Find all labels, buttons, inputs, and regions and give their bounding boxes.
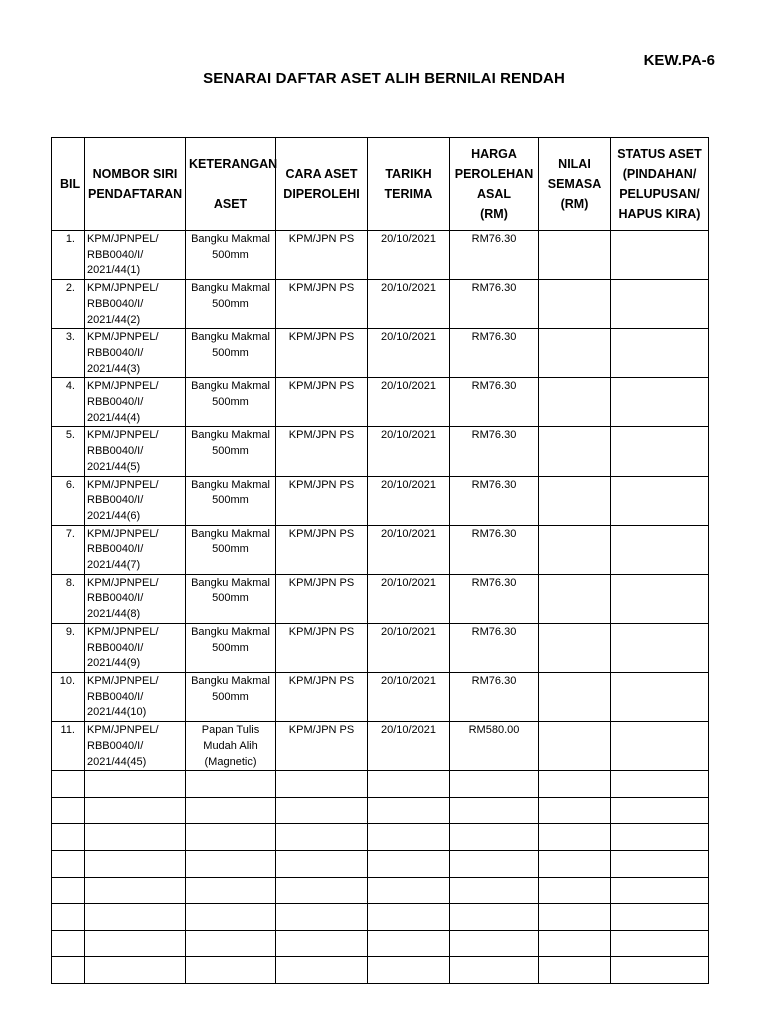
keterangan-line: (Magnetic) — [204, 755, 257, 768]
nombor-siri-line: 2021/44(5) — [87, 460, 141, 473]
empty-cell — [539, 957, 611, 984]
nombor-siri-line: 2021/44(8) — [87, 608, 141, 621]
table-row — [52, 623, 709, 672]
bil-cell: 2. — [52, 280, 85, 329]
asset-register-table — [51, 137, 709, 984]
status-cell — [611, 378, 709, 427]
nombor-siri-line: 2021/44(2) — [87, 313, 141, 326]
empty-cell — [368, 930, 450, 957]
nombor-siri-cell — [85, 525, 186, 574]
empty-cell — [611, 877, 709, 904]
status-cell — [611, 722, 709, 771]
empty-cell — [52, 930, 85, 957]
nilai-cell — [539, 378, 611, 427]
header-line: ASET — [213, 197, 248, 211]
empty-cell — [539, 824, 611, 851]
empty-cell — [450, 824, 539, 851]
tarikh-cell: 20/10/2021 — [368, 280, 450, 329]
nombor-siri-cell — [85, 280, 186, 329]
keterangan-line: Bangku Makmal — [191, 233, 270, 245]
table-row — [52, 672, 709, 721]
nombor-siri-line: 2021/44(7) — [87, 559, 141, 572]
cara-aset-cell: KPM/JPN PS — [276, 722, 368, 771]
keterangan-line: Mudah Alih — [203, 739, 258, 752]
empty-cell — [276, 957, 368, 984]
nombor-siri-line: 2021/44(9) — [87, 657, 141, 670]
status-cell — [611, 476, 709, 525]
header-line: TERIMA — [384, 187, 433, 201]
bil-cell: 6. — [52, 476, 85, 525]
nombor-siri-cell — [85, 623, 186, 672]
empty-row — [52, 957, 709, 984]
header-line: (RM) — [560, 197, 589, 211]
nombor-siri-line: KPM/JPNPEL/ — [87, 625, 159, 638]
tarikh-cell: 20/10/2021 — [368, 329, 450, 378]
nombor-siri-line: RBB0040/I/ — [87, 297, 144, 310]
header-line: HAPUS KIRA) — [618, 207, 701, 221]
table-row — [52, 525, 709, 574]
keterangan-line: 500mm — [212, 297, 249, 310]
header-line: TARIKH — [385, 167, 432, 181]
bil-cell: 7. — [52, 525, 85, 574]
empty-cell — [52, 957, 85, 984]
nombor-siri-cell — [85, 574, 186, 623]
keterangan-line: 500mm — [212, 445, 249, 458]
header-line: ASAL — [476, 187, 512, 201]
keterangan-line: 500mm — [212, 396, 249, 409]
status-cell — [611, 623, 709, 672]
tarikh-cell: 20/10/2021 — [368, 672, 450, 721]
table-row — [52, 476, 709, 525]
empty-cell — [276, 930, 368, 957]
keterangan-cell — [186, 476, 276, 525]
nilai-cell — [539, 427, 611, 476]
empty-row — [52, 824, 709, 851]
tarikh-cell: 20/10/2021 — [368, 378, 450, 427]
empty-cell — [276, 904, 368, 931]
cara-aset-cell: KPM/JPN PS — [276, 672, 368, 721]
empty-cell — [85, 850, 186, 877]
keterangan-cell — [186, 623, 276, 672]
empty-cell — [52, 904, 85, 931]
header-line: PENDAFTARAN — [88, 187, 183, 201]
empty-cell — [85, 930, 186, 957]
nombor-siri-line: RBB0040/I/ — [87, 396, 144, 409]
nombor-siri-line: RBB0040/I/ — [87, 592, 144, 605]
nombor-siri-line: KPM/JPNPEL/ — [87, 724, 159, 737]
empty-cell — [450, 957, 539, 984]
tarikh-cell: 20/10/2021 — [368, 574, 450, 623]
harga-cell: RM76.30 — [450, 574, 539, 623]
nombor-siri-line: KPM/JPNPEL/ — [87, 478, 159, 491]
cara-aset-cell: KPM/JPN PS — [276, 427, 368, 476]
nilai-cell — [539, 623, 611, 672]
col-nilai-header — [539, 138, 611, 231]
empty-cell — [186, 850, 276, 877]
harga-cell: RM76.30 — [450, 476, 539, 525]
empty-cell — [276, 797, 368, 824]
status-cell — [611, 525, 709, 574]
empty-cell — [450, 904, 539, 931]
nombor-siri-line: RBB0040/I/ — [87, 494, 144, 507]
harga-cell: RM76.30 — [450, 378, 539, 427]
empty-cell — [276, 824, 368, 851]
empty-cell — [611, 930, 709, 957]
cara-aset-cell: KPM/JPN PS — [276, 574, 368, 623]
bil-cell: 11. — [52, 722, 85, 771]
cara-aset-cell: KPM/JPN PS — [276, 476, 368, 525]
tarikh-cell: 20/10/2021 — [368, 427, 450, 476]
empty-cell — [539, 797, 611, 824]
keterangan-line: Bangku Makmal — [191, 331, 270, 344]
keterangan-line: Bangku Makmal — [191, 576, 270, 589]
keterangan-cell — [186, 280, 276, 329]
cara-aset-cell: KPM/JPN PS — [276, 280, 368, 329]
nombor-siri-line: RBB0040/I/ — [87, 690, 144, 703]
nombor-siri-cell — [85, 378, 186, 427]
table-row — [52, 378, 709, 427]
col-keterangan-header — [186, 138, 276, 231]
keterangan-line: Bangku Makmal — [191, 282, 270, 295]
bil-cell: 4. — [52, 378, 85, 427]
keterangan-cell — [186, 231, 276, 280]
empty-cell — [450, 850, 539, 877]
nombor-siri-line: 2021/44(3) — [87, 362, 141, 375]
keterangan-line: Bangku Makmal — [191, 674, 270, 687]
tarikh-cell: 20/10/2021 — [368, 623, 450, 672]
keterangan-line: 500mm — [212, 641, 249, 654]
empty-row — [52, 797, 709, 824]
nilai-cell — [539, 280, 611, 329]
empty-cell — [276, 850, 368, 877]
header-line: (RM) — [480, 207, 508, 221]
cara-aset-cell: KPM/JPN PS — [276, 231, 368, 280]
empty-cell — [450, 930, 539, 957]
status-cell — [611, 329, 709, 378]
empty-cell — [611, 824, 709, 851]
col-cara-aset-header — [276, 138, 368, 231]
empty-cell — [450, 877, 539, 904]
keterangan-line: Bangku Makmal — [191, 625, 270, 638]
empty-cell — [85, 957, 186, 984]
keterangan-cell — [186, 329, 276, 378]
col-bil-header — [52, 138, 85, 231]
keterangan-cell — [186, 722, 276, 771]
empty-cell — [52, 850, 85, 877]
header-line: KETERANGAN — [189, 157, 278, 171]
nombor-siri-line: 2021/44(45) — [87, 755, 147, 768]
empty-cell — [539, 930, 611, 957]
cara-aset-cell: KPM/JPN PS — [276, 525, 368, 574]
nombor-siri-line: RBB0040/I/ — [87, 445, 144, 458]
empty-cell — [611, 957, 709, 984]
empty-cell — [85, 797, 186, 824]
col-tarikh-header — [368, 138, 450, 231]
col-status-header — [611, 138, 709, 231]
nombor-siri-line: KPM/JPNPEL/ — [87, 282, 159, 295]
status-cell — [611, 427, 709, 476]
empty-cell — [52, 877, 85, 904]
empty-cell — [368, 797, 450, 824]
harga-cell: RM580.00 — [450, 722, 539, 771]
header-line: STATUS ASET — [617, 147, 702, 161]
harga-cell: RM76.30 — [450, 329, 539, 378]
empty-row — [52, 930, 709, 957]
nombor-siri-line: RBB0040/I/ — [87, 739, 144, 752]
empty-cell — [368, 904, 450, 931]
bil-cell: 5. — [52, 427, 85, 476]
status-cell — [611, 672, 709, 721]
empty-cell — [539, 877, 611, 904]
empty-cell — [52, 824, 85, 851]
keterangan-line: 500mm — [212, 248, 249, 261]
nombor-siri-line: 2021/44(6) — [87, 509, 141, 522]
nombor-siri-line: RBB0040/I/ — [87, 641, 144, 654]
nombor-siri-line: RBB0040/I/ — [87, 543, 144, 556]
cara-aset-cell: KPM/JPN PS — [276, 378, 368, 427]
table-row — [52, 722, 709, 771]
empty-cell — [186, 797, 276, 824]
empty-cell — [611, 850, 709, 877]
nombor-siri-cell — [85, 722, 186, 771]
nombor-siri-line: KPM/JPNPEL/ — [87, 576, 159, 589]
header-line: BIL — [60, 177, 81, 191]
nombor-siri-line: KPM/JPNPEL/ — [87, 674, 159, 687]
nilai-cell — [539, 672, 611, 721]
harga-cell: RM76.30 — [450, 623, 539, 672]
tarikh-cell: 20/10/2021 — [368, 231, 450, 280]
empty-cell — [186, 904, 276, 931]
header-line: SEMASA — [547, 177, 602, 191]
tarikh-cell: 20/10/2021 — [368, 476, 450, 525]
empty-row — [52, 771, 709, 798]
tarikh-cell: 20/10/2021 — [368, 722, 450, 771]
harga-cell: RM76.30 — [450, 427, 539, 476]
empty-cell — [368, 957, 450, 984]
nombor-siri-line: RBB0040/I/ — [87, 346, 144, 359]
keterangan-cell — [186, 672, 276, 721]
header-line: NOMBOR SIRI — [92, 167, 178, 181]
keterangan-cell — [186, 574, 276, 623]
nilai-cell — [539, 476, 611, 525]
harga-cell: RM76.30 — [450, 280, 539, 329]
empty-cell — [368, 824, 450, 851]
header-line: (PINDAHAN/ — [622, 167, 697, 181]
keterangan-line: 500mm — [212, 592, 249, 605]
empty-row — [52, 877, 709, 904]
empty-cell — [450, 797, 539, 824]
keterangan-line: Bangku Makmal — [191, 429, 270, 442]
tarikh-cell: 20/10/2021 — [368, 525, 450, 574]
empty-cell — [52, 771, 85, 798]
nombor-siri-line: KPM/JPNPEL/ — [87, 233, 159, 245]
status-cell — [611, 574, 709, 623]
keterangan-cell — [186, 378, 276, 427]
header-line: CARA ASET — [285, 167, 358, 181]
nombor-siri-line: KPM/JPNPEL/ — [87, 429, 159, 442]
keterangan-line: Bangku Makmal — [191, 527, 270, 540]
empty-cell — [539, 904, 611, 931]
nilai-cell — [539, 722, 611, 771]
nilai-cell — [539, 329, 611, 378]
keterangan-line: Papan Tulis — [201, 724, 260, 737]
empty-row — [52, 850, 709, 877]
col-harga-header — [450, 138, 539, 231]
header-line: HARGA — [471, 147, 517, 161]
keterangan-line: 500mm — [212, 543, 249, 556]
table-row — [52, 329, 709, 378]
nombor-siri-line: 2021/44(1) — [87, 264, 141, 277]
nilai-cell — [539, 574, 611, 623]
keterangan-line: 500mm — [212, 494, 249, 507]
bil-cell: 1. — [52, 231, 85, 280]
empty-cell — [368, 850, 450, 877]
keterangan-line: 500mm — [212, 690, 249, 703]
cara-aset-cell: KPM/JPN PS — [276, 329, 368, 378]
nilai-cell — [539, 231, 611, 280]
nombor-siri-line: 2021/44(4) — [87, 411, 141, 424]
keterangan-line: 500mm — [212, 346, 249, 359]
bil-cell: 10. — [52, 672, 85, 721]
empty-cell — [186, 877, 276, 904]
nombor-siri-line: KPM/JPNPEL/ — [87, 331, 159, 344]
bil-cell: 3. — [52, 329, 85, 378]
nombor-siri-line: KPM/JPNPEL/ — [87, 527, 159, 540]
table-row — [52, 427, 709, 476]
empty-cell — [186, 930, 276, 957]
empty-cell — [611, 904, 709, 931]
keterangan-cell — [186, 427, 276, 476]
nombor-siri-cell — [85, 427, 186, 476]
bil-cell: 9. — [52, 623, 85, 672]
table-body — [52, 231, 709, 984]
cara-aset-cell: KPM/JPN PS — [276, 623, 368, 672]
empty-cell — [85, 824, 186, 851]
nombor-siri-cell — [85, 231, 186, 280]
nombor-siri-line: RBB0040/I/ — [87, 248, 144, 261]
nombor-siri-line: 2021/44(10) — [87, 706, 147, 719]
bil-cell: 8. — [52, 574, 85, 623]
empty-cell — [539, 771, 611, 798]
header-line: PELUPUSAN/ — [619, 187, 700, 201]
table-row — [52, 574, 709, 623]
empty-row — [52, 904, 709, 931]
header-line: NILAI — [558, 157, 591, 171]
header-line — [189, 174, 272, 194]
col-nombor-siri-header — [85, 138, 186, 231]
header-line: DIPEROLEHI — [283, 187, 360, 201]
keterangan-cell — [186, 525, 276, 574]
table-row — [52, 280, 709, 329]
table-header-row — [52, 138, 709, 231]
empty-cell — [611, 797, 709, 824]
keterangan-line: Bangku Makmal — [191, 478, 270, 491]
page-title: SENARAI DAFTAR ASET ALIH BERNILAI RENDAH — [203, 70, 565, 87]
empty-cell — [611, 771, 709, 798]
empty-cell — [186, 771, 276, 798]
empty-cell — [368, 877, 450, 904]
keterangan-line: Bangku Makmal — [191, 380, 270, 393]
empty-cell — [276, 771, 368, 798]
form-code: KEW.PA-6 — [643, 52, 715, 69]
table-row — [52, 231, 709, 280]
header-line: PEROLEHAN — [454, 167, 534, 181]
nombor-siri-line: KPM/JPNPEL/ — [87, 380, 159, 393]
empty-cell — [186, 957, 276, 984]
status-cell — [611, 280, 709, 329]
empty-cell — [85, 771, 186, 798]
empty-cell — [450, 771, 539, 798]
empty-cell — [276, 877, 368, 904]
empty-cell — [186, 824, 276, 851]
nombor-siri-cell — [85, 476, 186, 525]
nilai-cell — [539, 525, 611, 574]
empty-cell — [539, 850, 611, 877]
empty-cell — [85, 904, 186, 931]
empty-cell — [368, 771, 450, 798]
status-cell — [611, 231, 709, 280]
empty-cell — [85, 877, 186, 904]
empty-cell — [52, 797, 85, 824]
harga-cell: RM76.30 — [450, 231, 539, 280]
harga-cell: RM76.30 — [450, 525, 539, 574]
harga-cell: RM76.30 — [450, 672, 539, 721]
nombor-siri-cell — [85, 672, 186, 721]
nombor-siri-cell — [85, 329, 186, 378]
